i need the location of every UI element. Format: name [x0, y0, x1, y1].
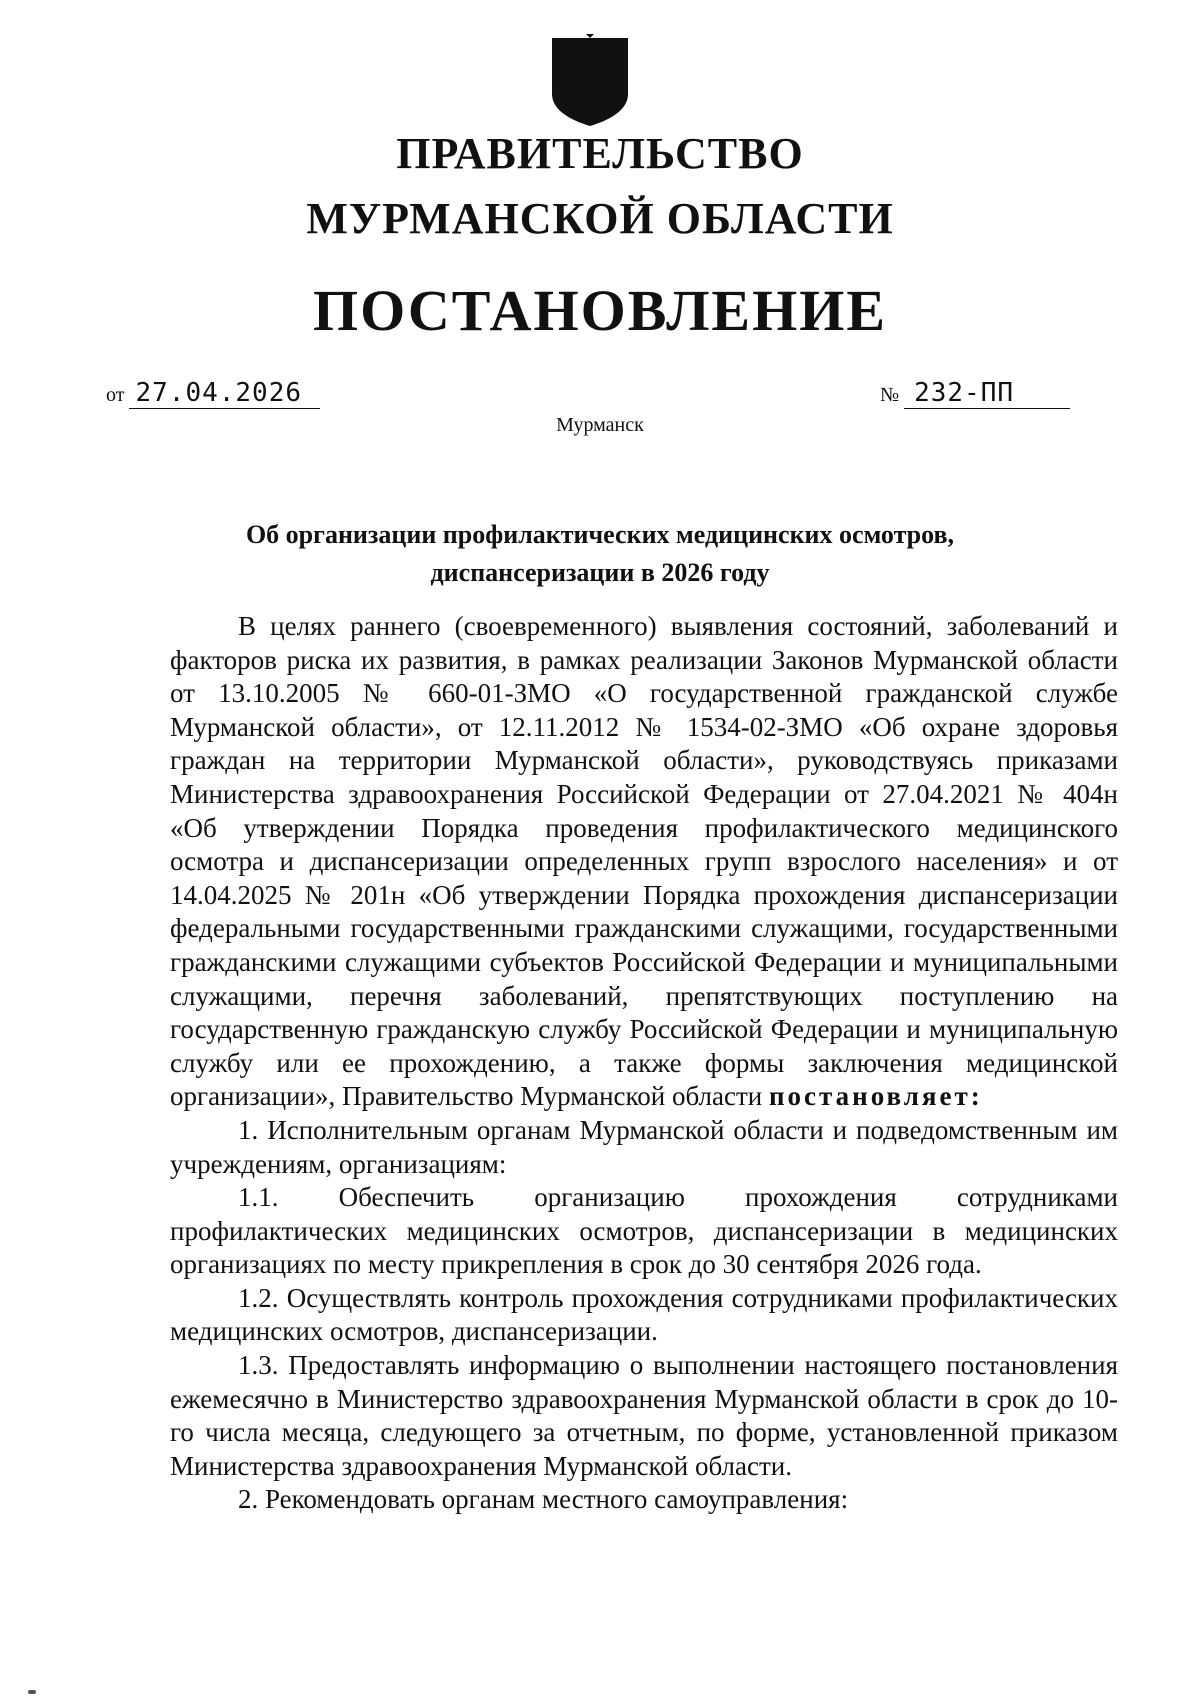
document-title — [200, 516, 1000, 592]
resolves-word: постановляет: — [769, 1081, 983, 1112]
preamble-text: В целях раннего (своевременного) выявления состояний, заболеваний и факторов риска их развития, в рамках реализации Законов Мурманской области от 13.10.2005 № 660-01-ЗМО «О государственной гражданской службе Мурманской области», от 12.11.2012 № 1534-02-ЗМО «Об охране здоровья граждан на территории Мурманской области», руководствуясь приказами Министерства здравоохранения Российской Федерации от 27.04.2021 № 404н «Об утверждении Порядка проведения профилактического медицинского осмотра и диспансеризации определенных групп взрослого населения» и от 14.04.2025 № 201н «Об утверждении Порядка прохождения диспансеризации федеральными государственными гражданскими служащими, государственными гражданскими служащими субъектов Российской Федерации и муниципальными служащими, перечня заболеваний, препятствующих поступлению на государственную гражданскую службу Российской Федерации и муниципальную службу или ее прохождению, а также формы заключения медицинской организации», Правительство Мурманской области — [170, 611, 1118, 1112]
clause-2: 2. Рекомендовать органам местного самоуправления: — [238, 1484, 849, 1515]
document-body — [170, 610, 1118, 1517]
clause-1-3: 1.3. Предоставлять информацию о выполнении настоящего постановления ежемесячно в Министерство здравоохранения Мурманской области в срок до 10-го числа месяца, следующего за отчетным, по форме, установленной приказом Министерства здравоохранения Мурманской области. — [170, 1350, 1118, 1481]
document-number — [880, 378, 1070, 409]
preamble-paragraph — [170, 610, 1118, 1114]
scan-mark — [28, 1690, 36, 1694]
issuer-line-2: МУРМАНСКОЙ ОБЛАСТИ — [306, 194, 894, 243]
clause-1-2: 1.2. Осуществлять контроль прохождения сотрудниками профилактических медицинских осмотров, диспансеризации. — [170, 1282, 1118, 1347]
clause-1: 1. Исполнительным органам Мурманской области и подведомственным им учреждениям, организациям: — [170, 1114, 1118, 1179]
title-line-1: Об организации профилактических медицинских осмотров, — [245, 520, 955, 549]
title-line-2: диспансеризации в 2026 году — [430, 558, 770, 587]
date-value: 27.04.2026 — [129, 378, 320, 409]
clause-1-1: 1.1. Обеспечить организацию прохождения сотрудниками профилактических медицинских осмотров, диспансеризации в медицинских организациях по месту прикрепления в срок до 30 сентября 2026 года. — [170, 1182, 1118, 1280]
date-prefix: от — [106, 384, 125, 406]
number-prefix: № — [880, 384, 900, 406]
document-date — [106, 378, 320, 409]
coat-of-arms-icon — [548, 34, 632, 128]
document-city: Мурманск — [556, 414, 644, 436]
issuer-line-1: ПРАВИТЕЛЬСТВО — [396, 129, 804, 178]
document-type: ПОСТАНОВЛЕНИЕ — [312, 278, 888, 343]
number-value: 232-ПП — [904, 378, 1070, 409]
